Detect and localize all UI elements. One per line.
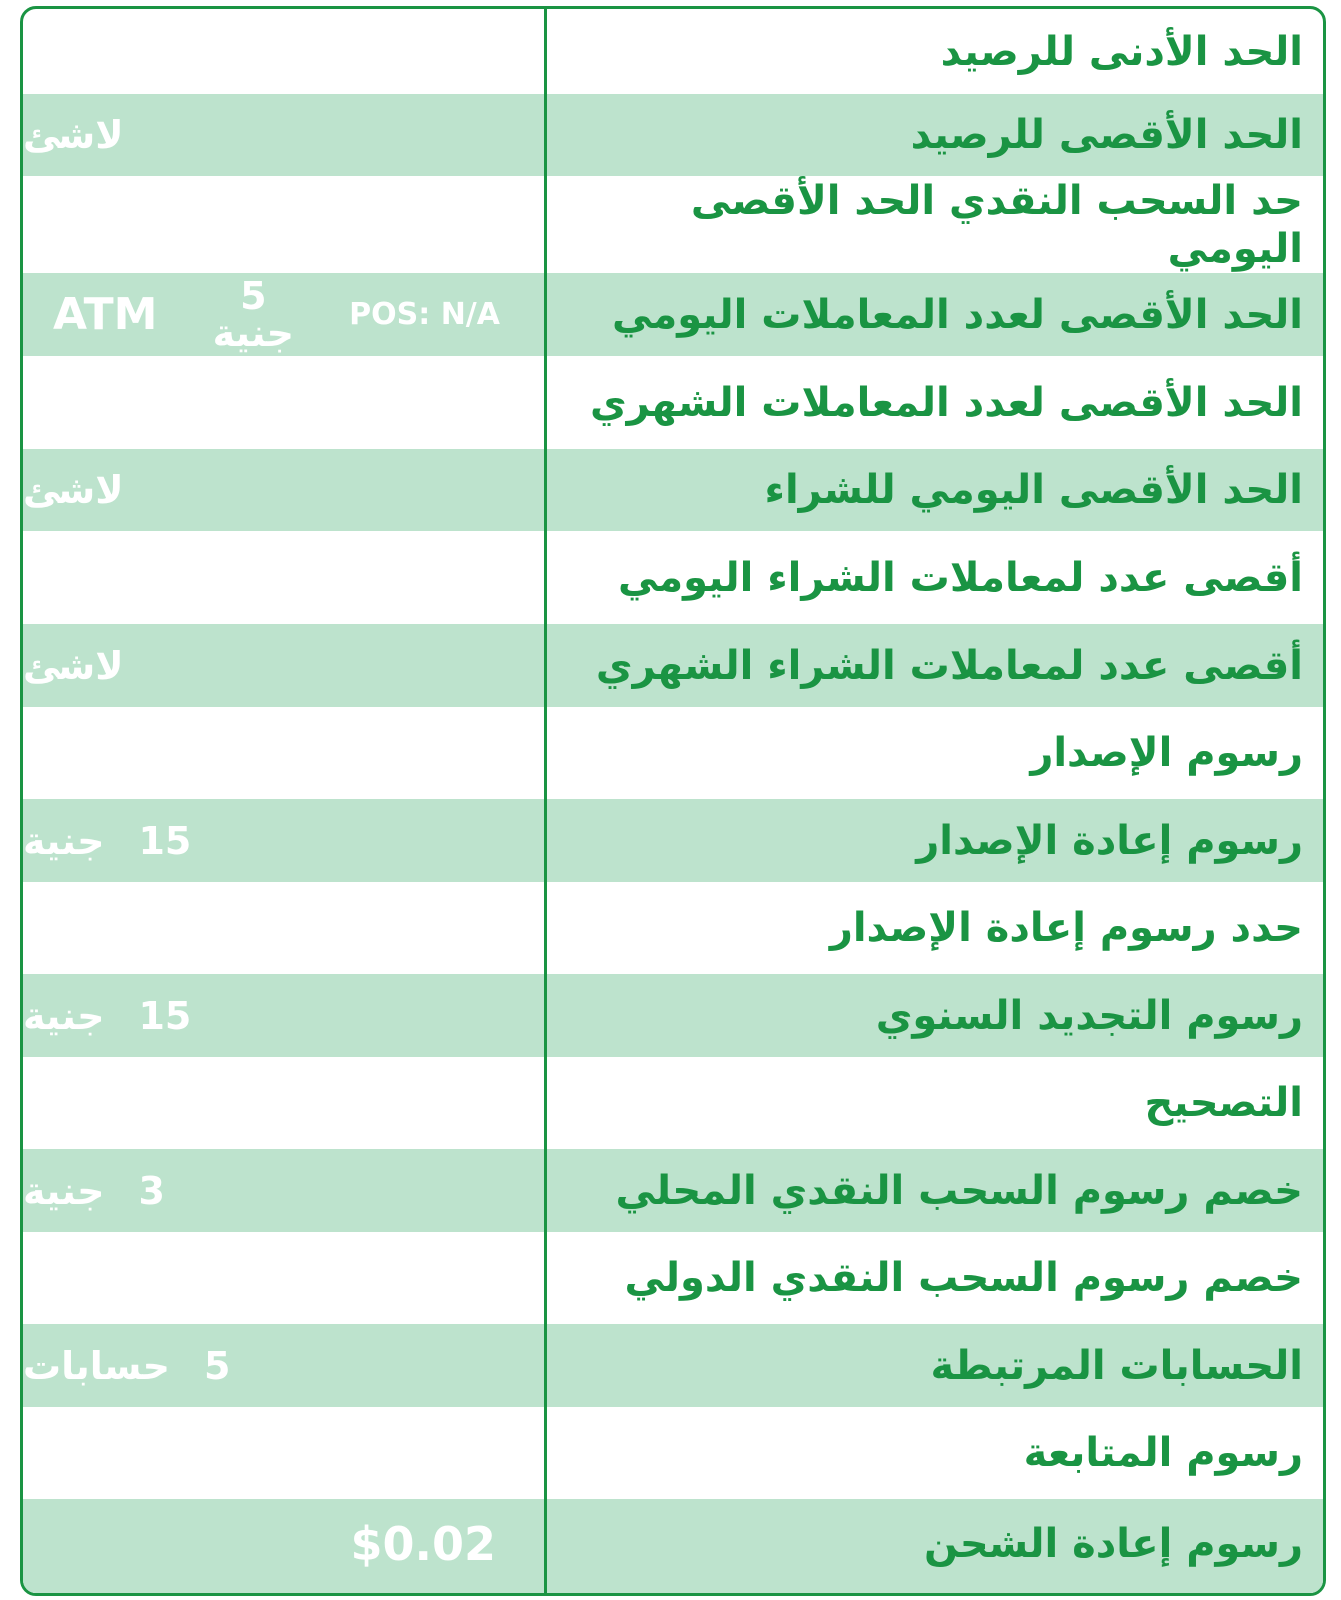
table-row xyxy=(23,1324,1323,1407)
row-value: لاشئ xyxy=(23,113,124,157)
atm-label: ATM xyxy=(53,289,158,340)
table-row xyxy=(23,707,1323,799)
value-unit: حسابات xyxy=(23,1343,171,1388)
row-label: رسوم الإصدار xyxy=(1030,730,1303,776)
row-label: حد السحب النقدي الحد الأقصى اليومي xyxy=(690,177,1303,272)
row-value: $0.02 xyxy=(350,1517,496,1571)
row-label: الحد الأقصى لعدد المعاملات اليومي xyxy=(611,291,1303,338)
table-row xyxy=(23,1499,1323,1596)
value-amount: 3 xyxy=(138,1168,165,1213)
row-value xyxy=(23,1149,520,1232)
row-value: لاشئ xyxy=(23,468,124,512)
row-value xyxy=(23,974,520,1057)
row-label: الحد الأقصى للرصيد xyxy=(910,112,1303,158)
atm-amount-number: 5 xyxy=(240,274,267,319)
table-row xyxy=(23,1149,1323,1232)
table-row xyxy=(23,449,1323,531)
row-label: رسوم المتابعة xyxy=(1023,1430,1303,1476)
value-unit: جنية xyxy=(23,1168,105,1213)
value-amount: 5 xyxy=(204,1343,231,1388)
table-row xyxy=(23,1232,1323,1324)
value-unit: جنية xyxy=(23,993,105,1038)
table-row xyxy=(23,1407,1323,1499)
row-label: الحسابات المرتبطة xyxy=(930,1342,1303,1389)
column-divider xyxy=(544,9,547,1596)
row-label: أقصى عدد لمعاملات الشراء الشهري xyxy=(595,642,1303,689)
value-unit: جنية xyxy=(23,818,105,863)
row-label: أقصى عدد لمعاملات الشراء اليومي xyxy=(617,554,1303,601)
table-row xyxy=(23,176,1323,273)
row-value xyxy=(23,1324,520,1407)
row-label: الحد الأدنى للرصيد xyxy=(940,28,1303,75)
fees-table xyxy=(20,6,1326,1596)
table-row xyxy=(23,974,1323,1057)
pos-label: POS: N/A xyxy=(349,297,500,332)
atm-pos-cell xyxy=(23,273,520,356)
value-amount: 15 xyxy=(138,818,192,863)
row-value xyxy=(23,799,520,882)
atm-amount xyxy=(212,274,295,355)
table-row xyxy=(23,94,1323,176)
value-amount: 15 xyxy=(138,993,192,1038)
row-label: خصم رسوم السحب النقدي الدولي xyxy=(624,1255,1303,1301)
row-value: لاشئ xyxy=(23,643,124,688)
row-label: الحد الأقصى لعدد المعاملات الشهري xyxy=(589,379,1303,426)
table-row xyxy=(23,356,1323,449)
atm-amount-unit: جنية xyxy=(212,310,295,355)
row-label: حدد رسوم إعادة الإصدار xyxy=(829,905,1303,951)
row-label: رسوم إعادة الشحن xyxy=(923,1521,1303,1567)
table-row xyxy=(23,273,1323,356)
row-label: خصم رسوم السحب النقدي المحلي xyxy=(615,1167,1303,1214)
row-label: رسوم التجديد السنوي xyxy=(875,992,1303,1039)
table-row xyxy=(23,799,1323,882)
table-row xyxy=(23,1057,1323,1149)
table-row xyxy=(23,882,1323,974)
row-label: الحد الأقصى اليومي للشراء xyxy=(764,467,1303,513)
table-row xyxy=(23,9,1323,94)
table-row xyxy=(23,624,1323,707)
table-row xyxy=(23,531,1323,624)
row-label: رسوم إعادة الإصدار xyxy=(916,817,1303,864)
row-label: التصحيح xyxy=(1144,1080,1303,1126)
